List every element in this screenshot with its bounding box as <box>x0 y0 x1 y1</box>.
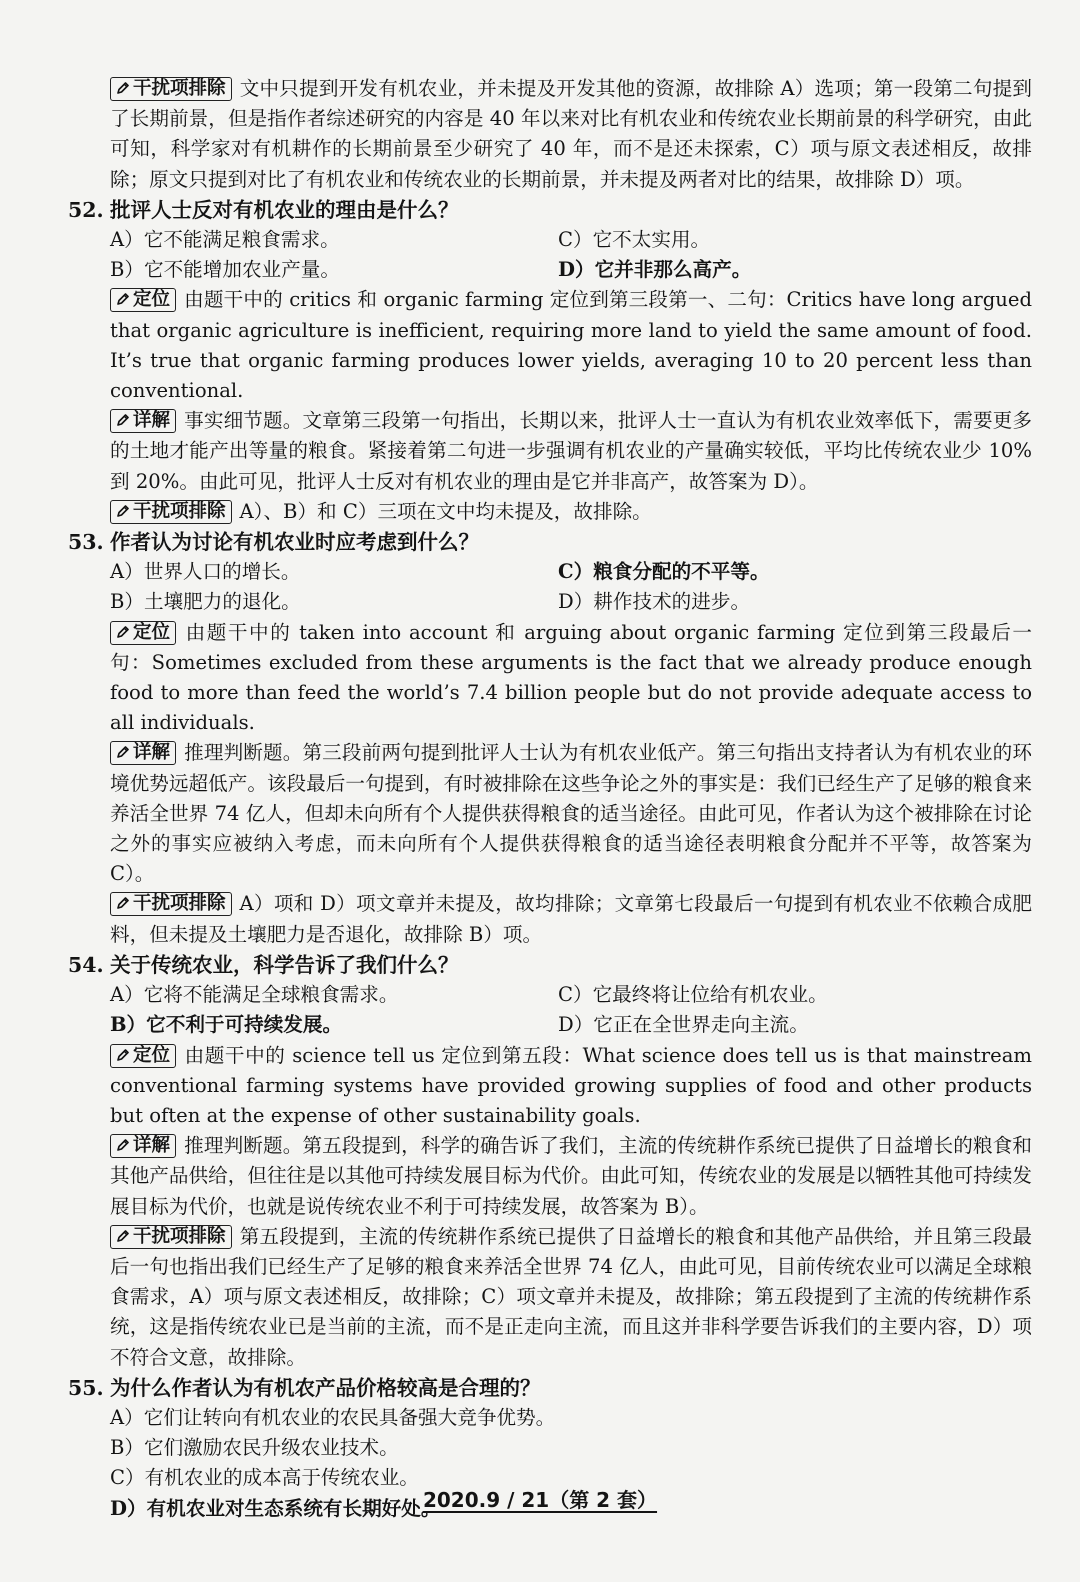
explanation-text: 由题干中的 taken into account 和 arguing about organic farming 定位到第三段最后一句：Sometimes excluded from these arguments is the fact that we already produce enough food to more than feed the world’s 7.4 billion people but do not provide adequate access to all individuals. <box>110 620 1032 735</box>
explanation-1 <box>110 1041 1032 1132</box>
explanation-tag <box>110 288 176 312</box>
explanation-tag-label: 干扰项排除 <box>133 893 226 915</box>
question-text: 作者认为讨论有机农业时应考虑到什么？ <box>110 530 479 555</box>
option-item: C）它不太实用。 <box>558 228 711 252</box>
option-item: A）它将不能满足全球粮食需求。 <box>110 983 399 1007</box>
explanation-1 <box>110 285 1032 406</box>
explanation-text: 事实细节题。文章第三段第一句指出，长期以来，批评人士一直认为有机农业效率低下，需要更多的土地才能产出等量的粮食。紧接着第二句进一步强调有机农业的产量确实较低，平均比传统农业少 10% 到 20%。由此可见，批评人士反对有机农业的理由是它并非高产，故答案为 D）。 <box>110 409 1032 493</box>
explanation-text: A）、B）和 C）三项在文中均未提及，故排除。 <box>239 499 652 523</box>
explanation-tag-label: 详解 <box>133 1135 171 1157</box>
explanation-tag <box>110 77 232 101</box>
explanation-tag <box>110 621 176 645</box>
explanation-tag <box>110 409 176 433</box>
options-group <box>110 980 1032 1040</box>
explanation-2 <box>110 738 1032 889</box>
options-group <box>110 557 1032 617</box>
explanation-2 <box>110 1131 1032 1222</box>
option-item: A）它不能满足粮食需求。 <box>110 228 340 252</box>
explanation-tag-label: 干扰项排除 <box>133 78 226 99</box>
question-text: 关于传统农业，科学告诉了我们什么？ <box>110 952 459 977</box>
intro-explanation <box>110 74 1032 195</box>
page-footer: 2020.9 / 21（第 2 套） <box>422 1488 658 1512</box>
question-number: 52. <box>68 197 104 222</box>
options-group <box>110 225 1032 285</box>
question-text: 为什么作者认为有机农产品价格较高是合理的？ <box>110 1375 541 1400</box>
option-item: D）它正在全世界走向主流。 <box>558 1013 809 1037</box>
option-item: C）粮食分配的不平等。 <box>558 560 770 584</box>
option-item: D）耕作技术的进步。 <box>558 590 751 614</box>
option-item: C）有机农业的成本高于传统农业。 <box>110 1466 419 1490</box>
explanation-tag-label: 干扰项排除 <box>133 1225 226 1247</box>
option-item: B）它不能增加农业产量。 <box>110 258 340 282</box>
question-number: 55. <box>68 1375 104 1400</box>
question-2 <box>68 527 1032 557</box>
option-item: B）它们激励农民升级农业技术。 <box>110 1436 399 1460</box>
explanation-tag <box>110 1044 176 1068</box>
question-3 <box>68 950 1032 980</box>
question-text: 批评人士反对有机农业的理由是什么？ <box>110 197 459 222</box>
question-1 <box>68 195 1032 225</box>
explanation-text: 由题干中的 critics 和 organic farming 定位到第三段第一、二句：Critics have long argued that organic agriculture is inefficient, requiring more land to yield the same amount of food. It’s true that organic farming produces lower yields, averaging 10 to 20 percent less than conventional. <box>110 288 1032 403</box>
content <box>68 74 1032 1524</box>
explanation-text: 推理判断题。第五段提到，科学的确告诉了我们，主流的传统耕作系统已提供了日益增长的粮食和其他产品供给，但往往是以其他可持续发展目标为代价。由此可知，传统农业的发展是以牺牲其他可持续发展目标为代价，也就是说传统农业不利于可持续发展，故答案为 B）。 <box>110 1134 1032 1218</box>
question-number: 53. <box>68 530 104 555</box>
explanation-text: 推理判断题。第三段前两句提到批评人士认为有机农业低产。第三句指出支持者认为有机农业的环境优势远超低产。该段最后一句提到，有时被排除在这些争论之外的事实是：我们已经生产了足够的粮食来养活全世界 74 亿人，但却未向所有个人提供获得粮食的适当途径。由此可见，作者认为这个被排除在讨论之外的事实应被纳入考虑，而未向所有个人提供获得粮食的适当途径表明粮食分配并不平等，故答案为 C）。 <box>110 741 1032 886</box>
pencil-icon <box>116 413 130 427</box>
option-item: B）它不利于可持续发展。 <box>110 1013 343 1037</box>
option-item: D）它并非那么高产。 <box>558 258 752 282</box>
option-item: A）世界人口的增长。 <box>110 560 301 584</box>
explanation-text: 第五段提到，主流的传统耕作系统已提供了日益增长的粮食和其他产品供给，并且第三段最后一句也指出我们已经生产了足够的粮食来养活全世界 74 亿人，由此可见，目前传统农业可以满足全球粮食需求，A）项与原文表述相反，故排除；C）项文章并未提及，故排除；第五段提到了主流的传统耕作系统，这是指传统农业已是当前的主流，而不是正走向主流，而且这并非科学要告诉我们的主要内容，D）项不符合文意，故排除。 <box>110 1224 1032 1369</box>
option-item: C）它最终将让位给有机农业。 <box>558 983 828 1007</box>
explanation-text: A）项和 D）项文章并未提及，故均排除；文章第七段最后一句提到有机农业不依赖合成肥料，但未提及土壤肥力是否退化，故排除 B）项。 <box>110 892 1032 946</box>
option-item: D）有机农业对生态系统有长期好处。 <box>110 1496 441 1520</box>
pencil-icon <box>116 504 130 518</box>
explanation-2 <box>110 406 1032 497</box>
explanation-tag <box>110 892 232 916</box>
explanation-tag-label: 详解 <box>133 410 171 432</box>
explanation-3 <box>110 497 1032 527</box>
explanation-tag-label: 定位 <box>133 289 171 311</box>
pencil-icon <box>116 896 130 910</box>
explanation-tag <box>110 1225 232 1249</box>
pencil-icon <box>116 81 130 95</box>
explanation-text: 文中只提到开发有机农业，并未提及开发其他的资源，故排除 A）选项；第一段第二句提到了长期前景，但是指作者综述研究的内容是 40 年以来对比有机农业和传统农业长期前景的科学研究，由此可知，科学家对有机耕作的长期前景至少研究了 40 年，而不是还未探索，C）项与原文表述相反，故排除；原文只提到对比了有机农业和传统农业的长期前景，并未提及两者对比的结果，故排除 D）项。 <box>110 77 1032 191</box>
explanation-tag-label: 定位 <box>133 621 171 643</box>
option-item: B）土壤肥力的退化。 <box>110 590 301 614</box>
option-item: A）它们让转向有机农业的农民具备强大竞争优势。 <box>110 1405 556 1429</box>
pencil-icon <box>116 1138 130 1152</box>
pencil-icon <box>116 625 130 639</box>
explanation-3 <box>110 889 1032 949</box>
explanation-tag-label: 详解 <box>133 742 171 764</box>
question-4 <box>68 1373 1032 1403</box>
explanation-tag-label: 定位 <box>133 1044 171 1066</box>
explanation-1 <box>110 618 1032 739</box>
pencil-icon <box>116 1048 130 1062</box>
explanation-tag <box>110 741 176 765</box>
explanation-tag <box>110 1134 176 1158</box>
explanation-text: 由题干中的 science tell us 定位到第五段：What science does tell us is that mainstream conventional farming systems have provided growing supplies of food and other products but often at the expense of other sustainability goals. <box>110 1043 1032 1127</box>
explanation-3 <box>110 1222 1032 1373</box>
pencil-icon <box>116 745 130 759</box>
pencil-icon <box>116 1229 130 1243</box>
question-number: 54. <box>68 952 104 977</box>
explanation-tag <box>110 500 232 524</box>
explanation-tag-label: 干扰项排除 <box>133 500 226 522</box>
pencil-icon <box>116 292 130 306</box>
